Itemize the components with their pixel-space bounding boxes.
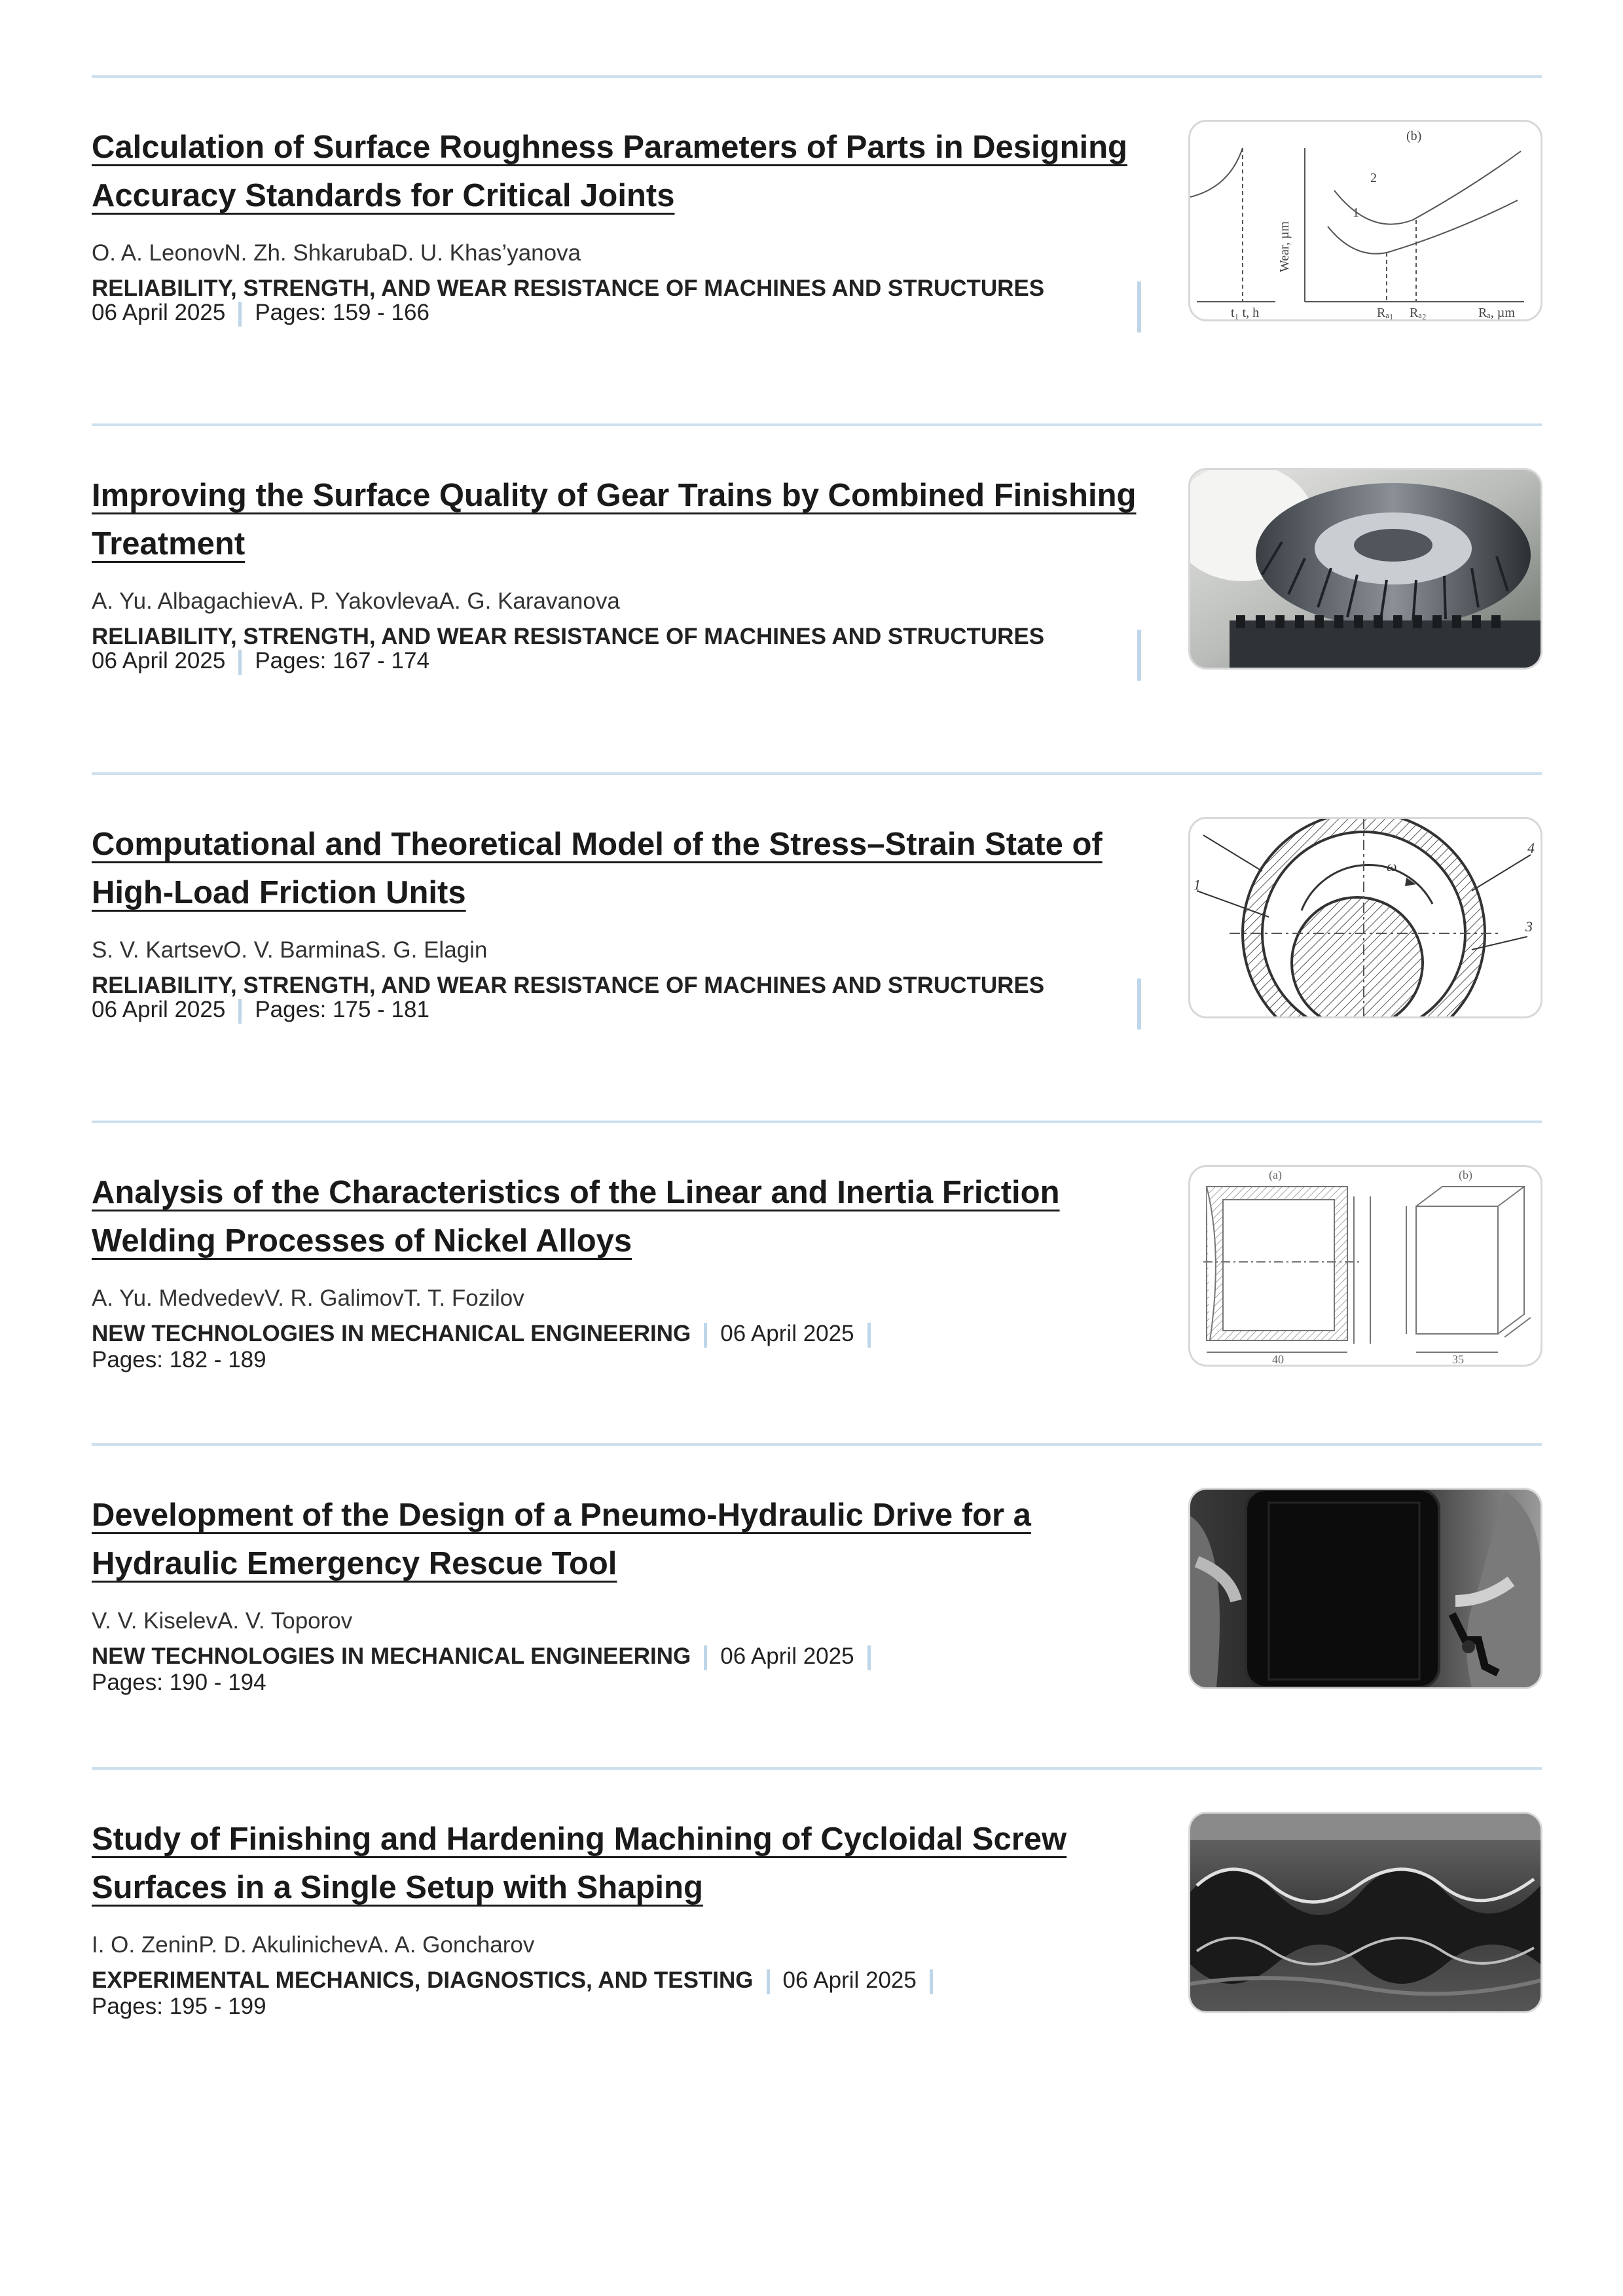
article-date: 06 April 2025 bbox=[720, 1321, 854, 1346]
meta-separator bbox=[767, 1969, 770, 1994]
part-label: 3 bbox=[1525, 918, 1533, 935]
article-meta bbox=[92, 1644, 1139, 1695]
article-content bbox=[92, 471, 1139, 675]
chart-curve-label: 1 bbox=[1353, 206, 1359, 220]
article-meta bbox=[92, 973, 1139, 1024]
meta-separator bbox=[238, 650, 242, 675]
article-card bbox=[92, 1443, 1542, 1695]
article-authors: V. V. KiselevA. V. Toporov bbox=[92, 1608, 353, 1634]
article-divider bbox=[92, 1121, 1542, 1123]
article-content bbox=[92, 820, 1139, 1024]
article-card bbox=[92, 75, 1542, 325]
meta-separator bbox=[930, 1969, 933, 1994]
article-date: 06 April 2025 bbox=[92, 648, 226, 673]
article-pages: Pages: 195 - 199 bbox=[92, 1993, 266, 2019]
article-date: 06 April 2025 bbox=[782, 1967, 917, 1993]
drawing-panel-label: (a) bbox=[1269, 1168, 1282, 1181]
article-pages: Pages: 190 - 194 bbox=[92, 1669, 266, 1695]
article-card bbox=[92, 423, 1542, 673]
article-title-link[interactable]: Computational and Theoretical Model of the Stress–Strain State of High-Load Friction Units bbox=[92, 827, 1103, 910]
article-divider bbox=[92, 423, 1542, 426]
meta-separator bbox=[1137, 978, 1141, 1030]
meta-separator bbox=[238, 302, 242, 327]
article-title-link[interactable]: Analysis of the Characteristics of the Linear and Inertia Friction Welding Processes of Nickel Alloys bbox=[92, 1175, 1060, 1259]
meta-separator bbox=[867, 1645, 871, 1670]
part-label: 1 bbox=[1194, 876, 1201, 893]
article-content bbox=[92, 1168, 1139, 1372]
article-pages: Pages: 159 - 166 bbox=[255, 300, 429, 325]
meta-separator bbox=[867, 1323, 871, 1348]
article-card bbox=[92, 1767, 1542, 2019]
article-journal: NEW TECHNOLOGIES IN MECHANICAL ENGINEERING bbox=[92, 1321, 691, 1346]
chart-x-label-left: t₁ t, h bbox=[1231, 306, 1260, 319]
specimen-drawing-icon bbox=[1190, 1167, 1541, 1365]
article-divider bbox=[92, 1767, 1542, 1770]
article-meta bbox=[92, 1321, 1139, 1372]
article-content bbox=[92, 123, 1139, 327]
meta-separator bbox=[1137, 281, 1141, 332]
chart-panel-label: (b) bbox=[1406, 129, 1422, 143]
article-thumbnail[interactable] bbox=[1188, 120, 1542, 321]
chart-x-tick: Rₐ₁ bbox=[1377, 306, 1394, 319]
article-thumbnail[interactable] bbox=[1188, 468, 1542, 670]
article-thumbnail[interactable] bbox=[1188, 1165, 1542, 1367]
article-authors: O. A. LeonovN. Zh. ShkarubaD. U. Khas’yanova bbox=[92, 240, 581, 266]
article-journal: RELIABILITY, STRENGTH, AND WEAR RESISTANCE OF MACHINES AND STRUCTURES bbox=[92, 276, 1045, 301]
meta-separator bbox=[704, 1645, 707, 1670]
chart-y-label: Wear, µm bbox=[1277, 221, 1292, 272]
article-date: 06 April 2025 bbox=[92, 300, 226, 325]
article-meta bbox=[92, 624, 1139, 675]
bearing-cross-section-icon bbox=[1190, 819, 1541, 1016]
article-journal: RELIABILITY, STRENGTH, AND WEAR RESISTANCE OF MACHINES AND STRUCTURES bbox=[92, 624, 1045, 649]
article-authors: S. V. KartsevO. V. BarminaS. G. Elagin bbox=[92, 937, 488, 963]
meta-separator bbox=[238, 999, 242, 1024]
part-label: 4 bbox=[1527, 840, 1535, 856]
drawing-panel-label: (b) bbox=[1459, 1168, 1472, 1181]
article-pages: Pages: 182 - 189 bbox=[92, 1346, 266, 1372]
article-date: 06 April 2025 bbox=[720, 1643, 854, 1669]
wear-roughness-chart-icon bbox=[1190, 122, 1541, 319]
article-journal: RELIABILITY, STRENGTH, AND WEAR RESISTANCE OF MACHINES AND STRUCTURES bbox=[92, 973, 1045, 998]
article-journal: NEW TECHNOLOGIES IN MECHANICAL ENGINEERING bbox=[92, 1643, 691, 1669]
article-date: 06 April 2025 bbox=[92, 997, 226, 1022]
meta-separator bbox=[704, 1323, 707, 1348]
article-title-link[interactable]: Improving the Surface Quality of Gear Trains by Combined Finishing Treatment bbox=[92, 478, 1137, 562]
article-thumbnail[interactable] bbox=[1188, 1812, 1542, 2013]
article-pages: Pages: 175 - 181 bbox=[255, 997, 429, 1022]
article-thumbnail[interactable] bbox=[1188, 817, 1542, 1018]
article-meta bbox=[92, 276, 1139, 327]
article-divider bbox=[92, 772, 1542, 775]
cycloidal-screw-photo-icon bbox=[1190, 1814, 1541, 2011]
article-content bbox=[92, 1815, 1139, 2018]
article-authors: A. Yu. AlbagachievA. P. YakovlevaA. G. Karavanova bbox=[92, 588, 620, 614]
omega-label: ω bbox=[1387, 858, 1397, 874]
bevel-gear-photo-icon bbox=[1190, 470, 1541, 668]
chart-x-tick: Rₐ₂ bbox=[1410, 306, 1427, 319]
article-thumbnail[interactable] bbox=[1188, 1488, 1542, 1689]
meta-separator bbox=[1137, 630, 1141, 681]
article-card bbox=[92, 1121, 1542, 1372]
article-pages: Pages: 167 - 174 bbox=[255, 648, 429, 673]
article-divider bbox=[92, 1443, 1542, 1446]
article-divider bbox=[92, 75, 1542, 78]
article-title-link[interactable]: Study of Finishing and Hardening Machining of Cycloidal Screw Surfaces in a Single Setup with Shaping bbox=[92, 1821, 1067, 1905]
article-content bbox=[92, 1491, 1139, 1695]
article-title-link[interactable]: Calculation of Surface Roughness Parameters of Parts in Designing Accuracy Standards for Critical Joints bbox=[92, 130, 1127, 213]
article-authors: I. O. ZeninP. D. AkulinichevA. A. Goncharov bbox=[92, 1932, 535, 1958]
article-title-link[interactable]: Development of the Design of a Pneumo-Hydraulic Drive for a Hydraulic Emergency Rescue Tool bbox=[92, 1498, 1031, 1581]
article-card bbox=[92, 772, 1542, 1022]
chart-x-label-right: Rₐ, µm bbox=[1478, 306, 1515, 319]
chart-curve-label: 2 bbox=[1370, 171, 1377, 185]
drawing-dimension: 35 bbox=[1452, 1353, 1464, 1365]
article-authors: A. Yu. MedvedevV. R. GalimovT. T. Fozilov bbox=[92, 1285, 524, 1311]
article-journal: EXPERIMENTAL MECHANICS, DIAGNOSTICS, AND TESTING bbox=[92, 1967, 754, 1993]
drawing-dimension: 40 bbox=[1272, 1353, 1284, 1365]
rescue-tool-render-icon bbox=[1190, 1490, 1541, 1687]
article-meta bbox=[92, 1968, 1139, 2018]
